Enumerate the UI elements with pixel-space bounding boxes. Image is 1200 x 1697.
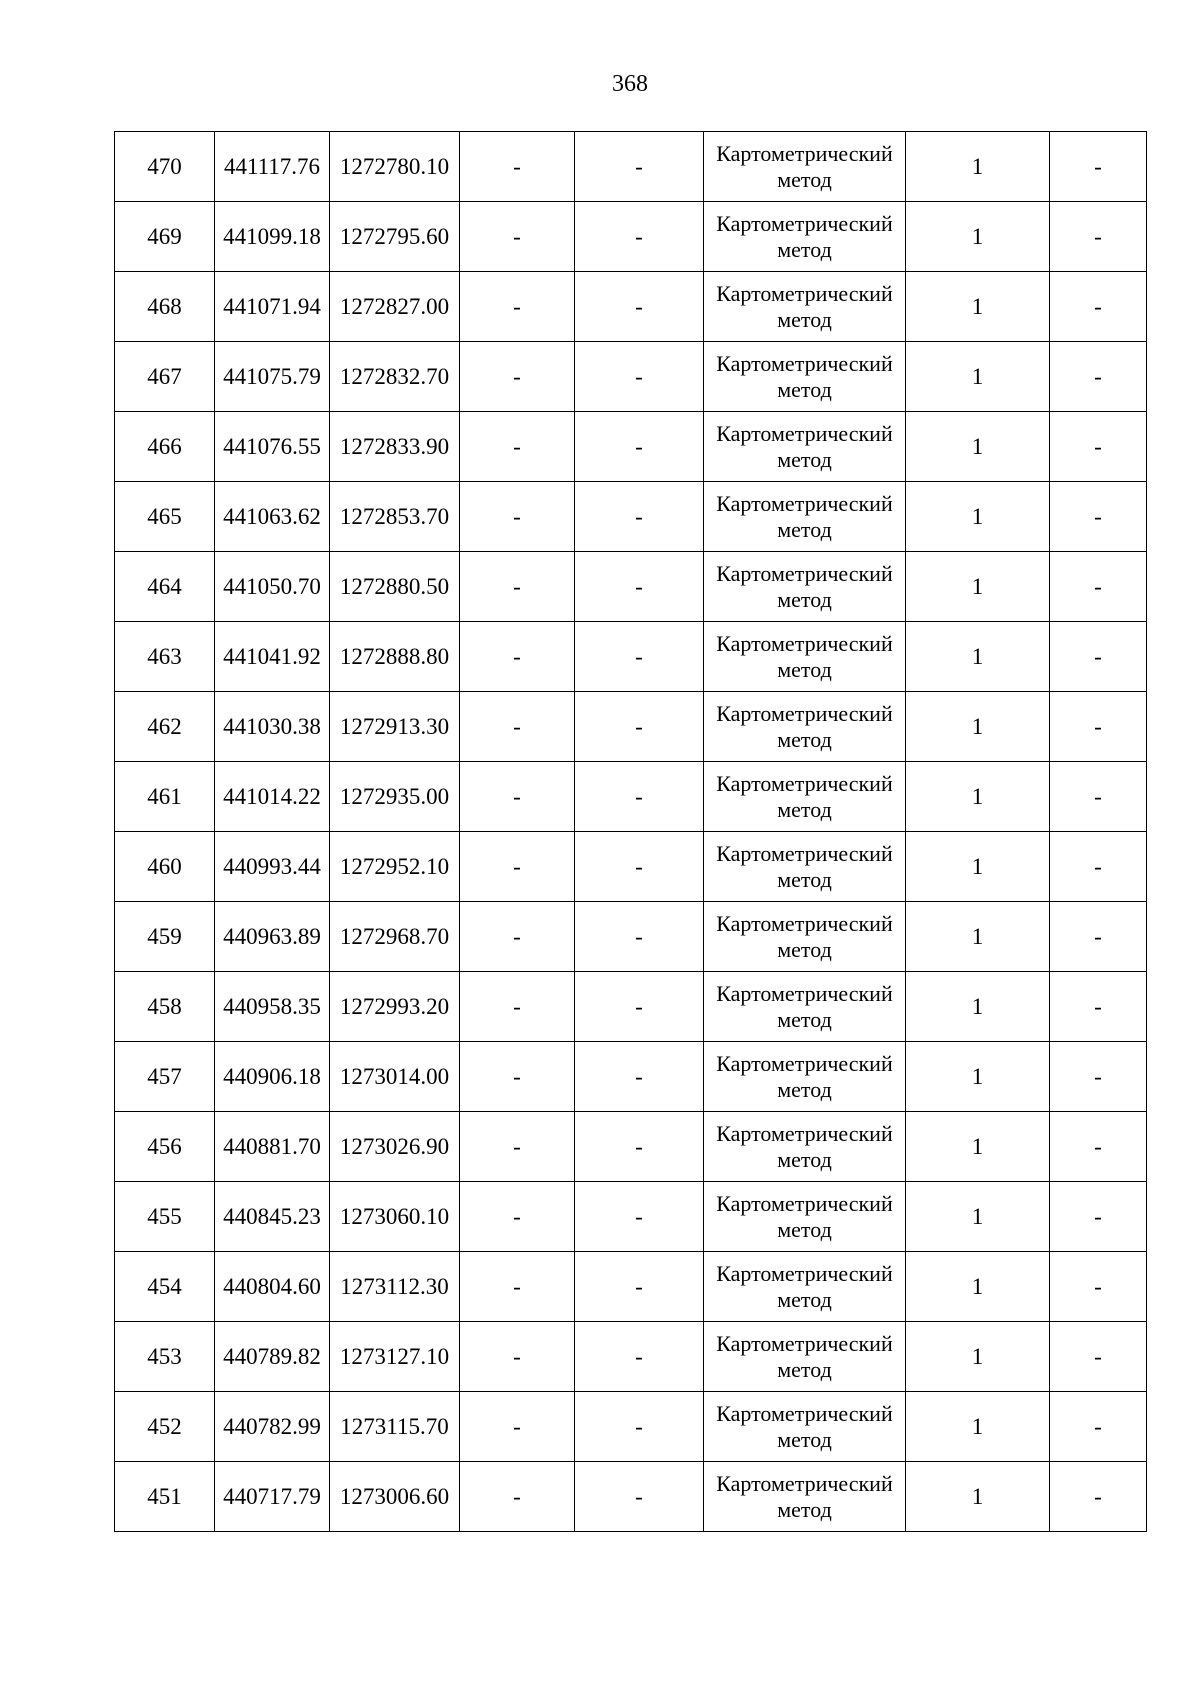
column-5-cell: - [575,132,704,202]
point-number-cell: 452 [115,1392,215,1462]
column-7-cell: 1 [906,832,1050,902]
column-7-cell: 1 [906,692,1050,762]
column-4-cell: - [460,202,575,272]
column-4-cell: - [460,272,575,342]
column-7-cell: 1 [906,132,1050,202]
table-row [115,1112,1147,1182]
method-cell: Картометрический метод [704,412,906,482]
y-coordinate-cell: 1273014.00 [330,1042,460,1112]
column-7-cell: 1 [906,482,1050,552]
point-number-cell: 462 [115,692,215,762]
x-coordinate-cell: 440906.18 [215,1042,330,1112]
y-coordinate-cell: 1272780.10 [330,132,460,202]
column-7-cell: 1 [906,1252,1050,1322]
column-8-cell: - [1050,692,1147,762]
column-8-cell: - [1050,272,1147,342]
y-coordinate-cell: 1273006.60 [330,1462,460,1532]
column-4-cell: - [460,692,575,762]
y-coordinate-cell: 1272795.60 [330,202,460,272]
column-8-cell: - [1050,1392,1147,1462]
y-coordinate-cell: 1273115.70 [330,1392,460,1462]
y-coordinate-cell: 1272913.30 [330,692,460,762]
y-coordinate-cell: 1272888.80 [330,622,460,692]
x-coordinate-cell: 440958.35 [215,972,330,1042]
method-cell: Картометрический метод [704,1182,906,1252]
column-5-cell: - [575,482,704,552]
table-row [115,132,1147,202]
point-number-cell: 453 [115,1322,215,1392]
point-number-cell: 463 [115,622,215,692]
column-5-cell: - [575,1182,704,1252]
point-number-cell: 469 [115,202,215,272]
table-row [115,1252,1147,1322]
column-4-cell: - [460,1392,575,1462]
table-row [115,342,1147,412]
method-cell: Картометрический метод [704,1322,906,1392]
column-5-cell: - [575,412,704,482]
column-5-cell: - [575,622,704,692]
column-7-cell: 1 [906,622,1050,692]
method-cell: Картометрический метод [704,1042,906,1112]
y-coordinate-cell: 1272935.00 [330,762,460,832]
column-8-cell: - [1050,1322,1147,1392]
column-7-cell: 1 [906,1322,1050,1392]
column-7-cell: 1 [906,202,1050,272]
x-coordinate-cell: 440782.99 [215,1392,330,1462]
y-coordinate-cell: 1273026.90 [330,1112,460,1182]
y-coordinate-cell: 1273060.10 [330,1182,460,1252]
column-4-cell: - [460,902,575,972]
point-number-cell: 464 [115,552,215,622]
column-4-cell: - [460,1182,575,1252]
column-5-cell: - [575,1042,704,1112]
point-number-cell: 456 [115,1112,215,1182]
column-4-cell: - [460,1252,575,1322]
column-7-cell: 1 [906,552,1050,622]
point-number-cell: 470 [115,132,215,202]
method-cell: Картометрический метод [704,342,906,412]
table-row [115,762,1147,832]
column-4-cell: - [460,482,575,552]
column-4-cell: - [460,132,575,202]
coordinates-table [114,131,1147,1532]
point-number-cell: 461 [115,762,215,832]
method-cell: Картометрический метод [704,1252,906,1322]
table-row [115,412,1147,482]
column-7-cell: 1 [906,1182,1050,1252]
column-4-cell: - [460,1112,575,1182]
column-8-cell: - [1050,832,1147,902]
column-8-cell: - [1050,412,1147,482]
column-8-cell: - [1050,1182,1147,1252]
column-5-cell: - [575,832,704,902]
method-cell: Картометрический метод [704,1462,906,1532]
method-cell: Картометрический метод [704,622,906,692]
column-8-cell: - [1050,762,1147,832]
column-7-cell: 1 [906,1462,1050,1532]
column-5-cell: - [575,902,704,972]
point-number-cell: 466 [115,412,215,482]
x-coordinate-cell: 440804.60 [215,1252,330,1322]
column-5-cell: - [575,1112,704,1182]
column-8-cell: - [1050,202,1147,272]
column-4-cell: - [460,972,575,1042]
y-coordinate-cell: 1272968.70 [330,902,460,972]
method-cell: Картометрический метод [704,132,906,202]
method-cell: Картометрический метод [704,552,906,622]
column-7-cell: 1 [906,972,1050,1042]
table-row [115,202,1147,272]
column-7-cell: 1 [906,1392,1050,1462]
point-number-cell: 457 [115,1042,215,1112]
point-number-cell: 460 [115,832,215,902]
point-number-cell: 458 [115,972,215,1042]
x-coordinate-cell: 440717.79 [215,1462,330,1532]
x-coordinate-cell: 441063.62 [215,482,330,552]
method-cell: Картометрический метод [704,272,906,342]
column-4-cell: - [460,622,575,692]
y-coordinate-cell: 1272833.90 [330,412,460,482]
x-coordinate-cell: 441075.79 [215,342,330,412]
y-coordinate-cell: 1272880.50 [330,552,460,622]
column-5-cell: - [575,202,704,272]
column-8-cell: - [1050,1112,1147,1182]
y-coordinate-cell: 1272853.70 [330,482,460,552]
column-5-cell: - [575,1462,704,1532]
column-8-cell: - [1050,482,1147,552]
column-5-cell: - [575,762,704,832]
x-coordinate-cell: 441099.18 [215,202,330,272]
column-4-cell: - [460,412,575,482]
point-number-cell: 455 [115,1182,215,1252]
method-cell: Картометрический метод [704,902,906,972]
column-5-cell: - [575,342,704,412]
column-7-cell: 1 [906,1112,1050,1182]
method-cell: Картометрический метод [704,832,906,902]
table-row [115,1462,1147,1532]
column-7-cell: 1 [906,342,1050,412]
column-8-cell: - [1050,1252,1147,1322]
point-number-cell: 468 [115,272,215,342]
column-7-cell: 1 [906,902,1050,972]
page-number: 368 [612,71,648,97]
point-number-cell: 459 [115,902,215,972]
point-number-cell: 467 [115,342,215,412]
y-coordinate-cell: 1273127.10 [330,1322,460,1392]
x-coordinate-cell: 441117.76 [215,132,330,202]
method-cell: Картометрический метод [704,692,906,762]
column-7-cell: 1 [906,412,1050,482]
column-5-cell: - [575,552,704,622]
y-coordinate-cell: 1272827.00 [330,272,460,342]
table-row [115,1182,1147,1252]
point-number-cell: 451 [115,1462,215,1532]
column-7-cell: 1 [906,762,1050,832]
column-4-cell: - [460,552,575,622]
method-cell: Картометрический метод [704,762,906,832]
x-coordinate-cell: 440789.82 [215,1322,330,1392]
x-coordinate-cell: 441071.94 [215,272,330,342]
table-row [115,1042,1147,1112]
method-cell: Картометрический метод [704,482,906,552]
column-4-cell: - [460,1042,575,1112]
method-cell: Картометрический метод [704,1112,906,1182]
table-row [115,1392,1147,1462]
y-coordinate-cell: 1273112.30 [330,1252,460,1322]
column-8-cell: - [1050,1042,1147,1112]
table-row [115,482,1147,552]
column-8-cell: - [1050,902,1147,972]
y-coordinate-cell: 1272993.20 [330,972,460,1042]
method-cell: Картометрический метод [704,202,906,272]
column-4-cell: - [460,1322,575,1392]
x-coordinate-cell: 440963.89 [215,902,330,972]
x-coordinate-cell: 441041.92 [215,622,330,692]
y-coordinate-cell: 1272952.10 [330,832,460,902]
column-8-cell: - [1050,552,1147,622]
table-row [115,272,1147,342]
column-5-cell: - [575,692,704,762]
table-row [115,902,1147,972]
x-coordinate-cell: 441050.70 [215,552,330,622]
column-5-cell: - [575,1392,704,1462]
column-5-cell: - [575,1322,704,1392]
x-coordinate-cell: 441076.55 [215,412,330,482]
x-coordinate-cell: 441014.22 [215,762,330,832]
table-row [115,552,1147,622]
column-8-cell: - [1050,132,1147,202]
column-7-cell: 1 [906,272,1050,342]
column-4-cell: - [460,762,575,832]
y-coordinate-cell: 1272832.70 [330,342,460,412]
point-number-cell: 454 [115,1252,215,1322]
method-cell: Картометрический метод [704,972,906,1042]
table-row [115,1322,1147,1392]
table-row [115,692,1147,762]
x-coordinate-cell: 441030.38 [215,692,330,762]
column-8-cell: - [1050,1462,1147,1532]
point-number-cell: 465 [115,482,215,552]
column-4-cell: - [460,342,575,412]
column-7-cell: 1 [906,1042,1050,1112]
table-row [115,972,1147,1042]
column-5-cell: - [575,272,704,342]
table-row [115,832,1147,902]
column-8-cell: - [1050,972,1147,1042]
x-coordinate-cell: 440845.23 [215,1182,330,1252]
table-row [115,622,1147,692]
column-4-cell: - [460,832,575,902]
column-5-cell: - [575,972,704,1042]
x-coordinate-cell: 440881.70 [215,1112,330,1182]
x-coordinate-cell: 440993.44 [215,832,330,902]
column-5-cell: - [575,1252,704,1322]
table-body [115,132,1147,1532]
column-8-cell: - [1050,342,1147,412]
column-8-cell: - [1050,622,1147,692]
method-cell: Картометрический метод [704,1392,906,1462]
column-4-cell: - [460,1462,575,1532]
